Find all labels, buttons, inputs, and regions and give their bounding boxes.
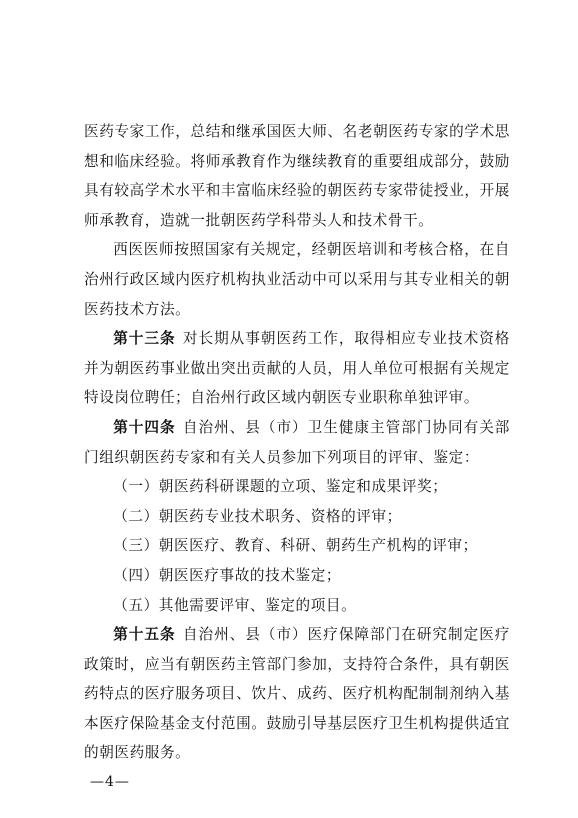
paragraph-western-physicians: 西医医师按照国家有关规定，经朝医培训和考核合格，在自治州行政区域内医疗机构执业活动中可以采用与其专业相关的朝医药技术方法。 [84,241,510,318]
article-14-item-2: （二）朝医药专业技术职务、资格的评审； [113,507,402,525]
article-14-title: 第十四条 [113,418,176,436]
article-13-title: 第十三条 [113,330,176,348]
article-13 [84,324,510,413]
article-14-text: 自治州、县（市）卫生健康主管部门协同有关部门组织朝医药专家和有关人员参加下列项目的评审、鉴定： [84,418,510,466]
article-14 [84,413,510,472]
article-14-item-5: （五）其他需要评审、鉴定的项目。 [113,596,357,614]
article-15-text: 自治州、县（市）医疗保障部门在研究制定医疗政策时，应当有朝医药主管部门参加，支持符合条件，具有朝医药特点的医疗服务项目、饮片、成药、医疗机构配制制剂纳入基本医疗保险基金支付范围。鼓励引导基层医疗卫生机构提供适宜的朝医药服务。 [84,626,510,762]
document-body [84,117,510,768]
article-14-item-3: （三）朝医医疗、教育、科研、朝药生产机构的评审； [113,537,478,555]
article-14-item-4: （四）朝医医疗事故的技术鉴定； [113,566,342,584]
paragraph-continued: 医药专家工作，总结和继承国医大师、名老朝医药专家的学术思想和临床经验。将师承教育作为继续教育的重要组成部分，鼓励具有较高学术水平和丰富临床经验的朝医药专家带徒授业，开展师承教育，造就一批朝医药学科带头人和技术骨干。 [84,123,510,229]
article-14-item-1: （一）朝医药科研课题的立项、鉴定和成果评奖； [113,478,448,496]
page-number: —4— [90,774,130,790]
article-15 [84,620,510,768]
article-13-text: 对长期从事朝医药工作，取得相应专业技术资格并为朝医药事业做出突出贡献的人员，用人单位可根据有关规定特设岗位聘任；自治州行政区域内朝医专业职称单独评审。 [84,330,510,407]
article-15-title: 第十五条 [113,626,176,644]
